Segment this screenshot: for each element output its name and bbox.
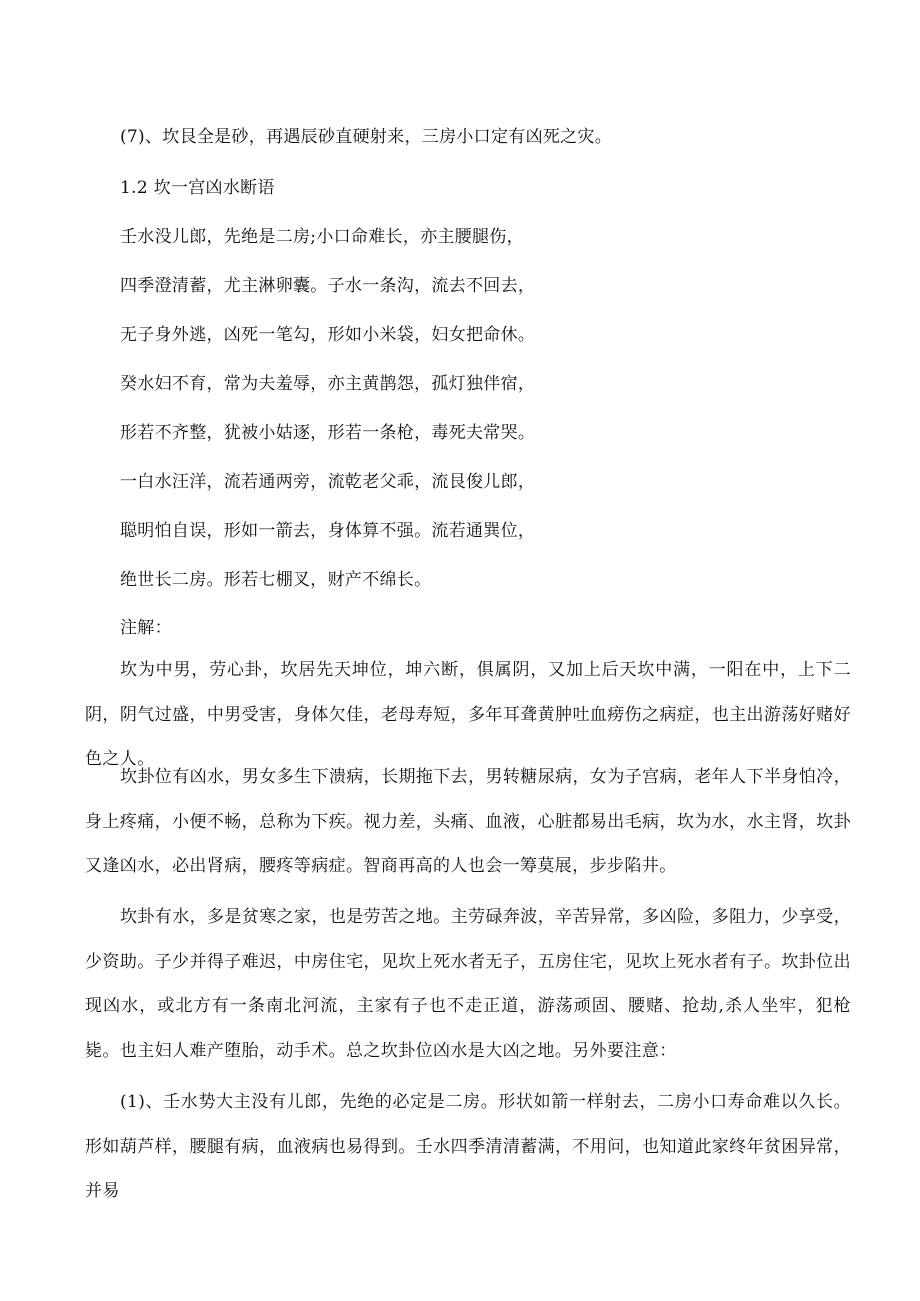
verse-line-3: 无子身外逃，凶死一笔勾，形如小米袋，妇女把命休。	[120, 325, 536, 345]
section-heading: 1.2 坎一宫凶水断语	[120, 178, 275, 198]
paragraph-kan-illness: 坎卦位有凶水，男女多生下溃病，长期拖下去，男转糖尿病，女为子宫病，老年人下半身怕冷，身上疼痛，小便不畅，总称为下疾。视力差，头痛、血液，心脏都易出毛病，坎为水，水主肾，坎卦又逢凶水，必出肾病，腰疼等病症。智商再高的人也会一筹莫展，步步陷井。	[85, 767, 851, 876]
annotation-heading: 注解：	[120, 618, 172, 638]
verse-line-8: 绝世长二房。形若七棚叉，财产不绵长。	[120, 570, 432, 590]
verse-line-6: 一白水汪洋，流若通两旁，流乾老父乖，流艮俊儿郎，	[120, 472, 536, 492]
text-line-clause-7: (7)、坎艮全是砂，再遇辰砂直硬射来，三房小口定有凶死之灾。	[120, 127, 613, 147]
paragraph-kan-overview: 坎为中男，劳心卦，坎居先天坤位，坤六断，俱属阴，又加上后天坎中满，一阳在中，上下二阴，阴气过盛，中男受害，身体欠佳，老母寿短，多年耳聋黄肿吐血痨伤之病症，也主出游荡好赌好色之人。	[85, 660, 851, 769]
verse-line-1: 壬水没儿郎，先绝是二房;小口命难长，亦主腰腿伤，	[120, 227, 524, 247]
paragraph-kan-poverty: 坎卦有水，多是贫寒之家，也是劳苦之地。主劳碌奔波，辛苦异常，多凶险，多阻力，少享受，少资助。子少并得子难迟，中房住宅，见坎上死水者无子，五房住宅，见坎上死水者有子。坎卦位出现凶水，或北方有一条南北河流，主家有子也不走正道，游荡顽固、腰赌、抢劫,杀人坐牢，犯枪毙。也主妇人难产堕胎，动手术。总之坎卦位凶水是大凶之地。另外要注意：	[85, 907, 851, 1061]
verse-line-5: 形若不齐整，犹被小姑逐，形若一条枪，毒死夫常哭。	[120, 423, 536, 443]
paragraph-clause-1: (1)、壬水势大主没有儿郎，先绝的必定是二房。形状如箭一样射去，二房小口寿命难以久长。形如葫芦样，腰腿有病，血液病也易得到。壬水四季清清蓄满，不用问，也知道此家终年贫困异常，并易	[85, 1092, 851, 1201]
verse-line-4: 癸水妇不育，常为夫羞辱，亦主黄鹊怨，孤灯独伴宿，	[120, 374, 536, 394]
verse-line-2: 四季澄清蓄，尤主淋卵囊。子水一条沟，流去不回去，	[120, 276, 536, 296]
verse-line-7: 聪明怕自误，形如一箭去，身体算不强。流若通巽位，	[120, 521, 536, 541]
